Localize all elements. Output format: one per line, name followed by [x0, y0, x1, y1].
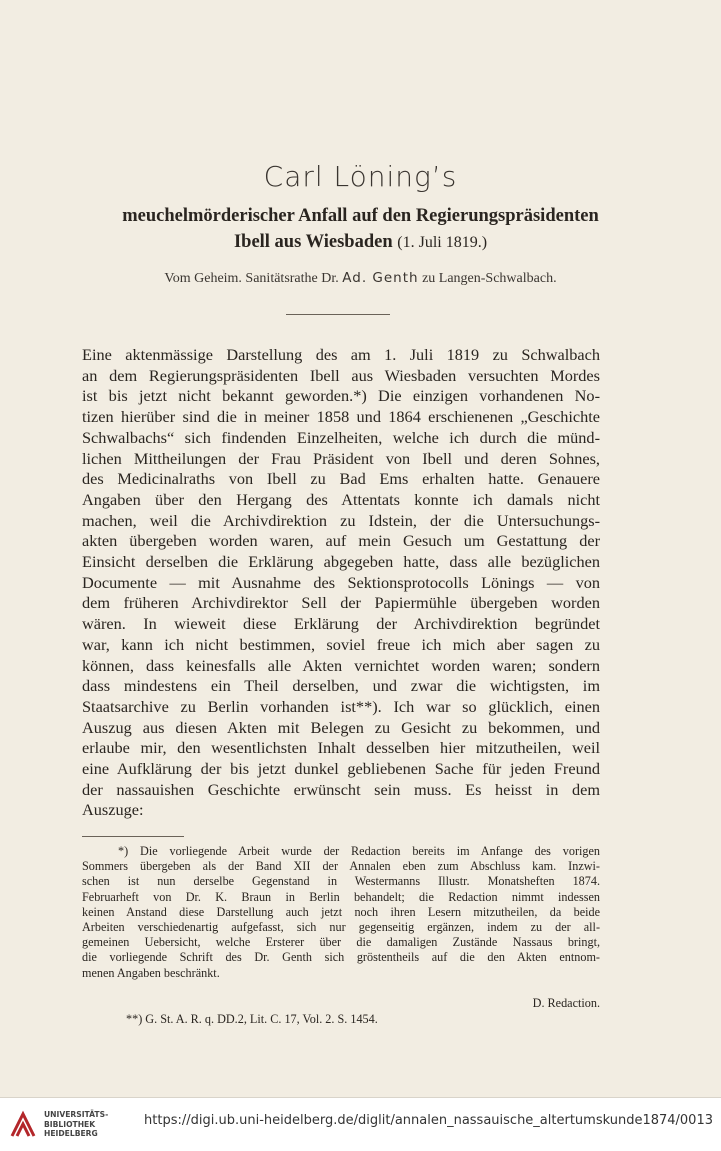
- footnote-line: Sommers übergeben als der Band XII der Annalen eben zum Abschluss kam. Inzwi-: [82, 859, 600, 874]
- subtitle-date: (1. Juli 1819.): [397, 234, 488, 251]
- library-name-line1: UNIVERSITÄTS-: [44, 1110, 109, 1119]
- body-line: Schwalbachs“ sich findenden Einzelheiten, welche ich durch die münd-: [82, 427, 600, 447]
- body-line: Angaben über den Hergang des Attentats konnte ich damals nicht: [82, 489, 600, 509]
- footnote-rule: [82, 836, 184, 837]
- body-line: Auszug aus diesen Akten mit Belegen zu Gesicht zu bekommen, und: [82, 717, 600, 737]
- footnote-line: Arbeiten verschiedenartig aufgefasst, sich nur gegenseitig ergänzen, indem zu der all-: [82, 920, 600, 934]
- library-name-line3: HEIDELBERG: [44, 1129, 98, 1138]
- body-line: eine Aufklärung der bis jetzt dunkel gebliebenen Sache für jeden Freund: [82, 759, 600, 778]
- body-line: war, kann ich nicht bestimmen, soviel freue ich mich aber sagen zu: [82, 634, 600, 654]
- body-line: der nassauishen Geschichte erwünscht sein muss. Es heisst in dem: [82, 779, 600, 799]
- article-title: Carl Löning’s: [263, 160, 458, 193]
- library-name: [44, 1110, 108, 1139]
- body-line: dass mindestens ein Theil derselben, und zwar die wichtigsten, im: [82, 676, 600, 696]
- byline-prefix: Vom Geheim. Sanitätsrathe Dr.: [164, 271, 339, 286]
- body-line: an dem Regierungspräsidenten Ibell aus Wiesbaden versuchten Mordes: [82, 365, 600, 385]
- footnote-line: menen Angaben beschränkt.: [82, 965, 220, 980]
- body-line: tizen hierüber sind die in meiner 1858 und 1864 erschienenen „Geschichte: [82, 407, 600, 427]
- body-line: dem früheren Archivdirektor Sell der Papiermühle übergeben worden: [82, 593, 600, 613]
- footnote-signature: D. Redaction.: [532, 996, 600, 1010]
- footnote-line: *) Die vorliegende Arbeit wurde der Redaction bereits im Anfange des vorigen: [118, 844, 600, 858]
- library-logo-icon[interactable]: [8, 1110, 38, 1140]
- article-subtitle-line1: meuchelmörderischer Anfall auf den Regierungspräsidenten: [122, 206, 599, 226]
- footnote-line: gemeinen Uebersicht, welche Ersterer über die damaligen Zustände Nassaus bringt,: [82, 935, 600, 950]
- footnote-line: die vorliegende Schrift des Dr. Genth sich gröstentheils auf die den Akten entnom-: [82, 950, 600, 965]
- body-line: Eine aktenmässige Darstellung des am 1. Juli 1819 zu Schwalbach: [82, 345, 600, 364]
- byline: [0, 270, 721, 287]
- body-line: machen, weil die Archivdirektion zu Idstein, der die Untersuchungs-: [82, 510, 600, 530]
- body-line: Einsicht derselben die Erklärung abgegeben hatte, dass alle bezüglichen: [82, 552, 600, 571]
- footnote-line: keinen Anstand diese Darstellung auch jetzt noch ihren Lesern mitzutheilen, da beide: [82, 904, 600, 919]
- permalink-url[interactable]: https://digi.ub.uni-heidelberg.de/diglit/annalen_nassauische_altertumskunde1874/0013: [144, 1113, 713, 1128]
- body-line: Staatsarchive zu Berlin vorhanden ist**). Ich war so glücklich, einen: [82, 696, 600, 716]
- body-line: wären. In wieweit diese Erklärung der Archivdirektion begründet: [82, 614, 600, 634]
- body-line: Documente — mit Ausnahme des Sektionsprotocolls Lönings — von: [82, 572, 600, 592]
- footnote-line: Februarheft von Dr. K. Braun in Berlin behandelt; die Redaction nimmt indessen: [82, 889, 600, 904]
- viewer-footer: [0, 1097, 721, 1151]
- body-line: ist bis jetzt nicht bekannt geworden.*) Die einzigen vorhandenen No-: [82, 386, 600, 406]
- body-line: akten übergeben worden waren, auf mein Gesuch um Gestattung der: [82, 531, 600, 551]
- body-line: können, dass keinesfalls alle Akten vernichtet worden waren; sondern: [82, 655, 600, 675]
- article-subtitle-line2: [0, 232, 721, 253]
- body-line: lichen Mittheilungen der Frau Präsident von Ibell und deren Sohnes,: [82, 448, 600, 468]
- body-line: Auszuge:: [82, 800, 144, 820]
- byline-suffix: zu Langen-Schwalbach.: [422, 271, 557, 286]
- byline-author: Ad. Genth: [342, 270, 419, 286]
- subtitle-name: Ibell aus Wiesbaden: [233, 232, 393, 252]
- library-name-line2: BIBLIOTHEK: [44, 1119, 96, 1129]
- body-line: des Medicinalraths von Ibell zu Bad Ems erhalten hatte. Genauere: [82, 469, 600, 489]
- footnote-second: **) G. St. A. R. q. DD.2, Lit. C. 17, Vol. 2. S. 1454.: [126, 1012, 378, 1026]
- footnote-line: schen ist nun derselbe Gegenstand in Westermanns Illustr. Monatsheften 1874.: [82, 874, 600, 889]
- body-line: erlaube mir, den wesentlichsten Inhalt desselben hier mitzutheilen, weil: [82, 738, 600, 758]
- title-separator: [286, 314, 390, 315]
